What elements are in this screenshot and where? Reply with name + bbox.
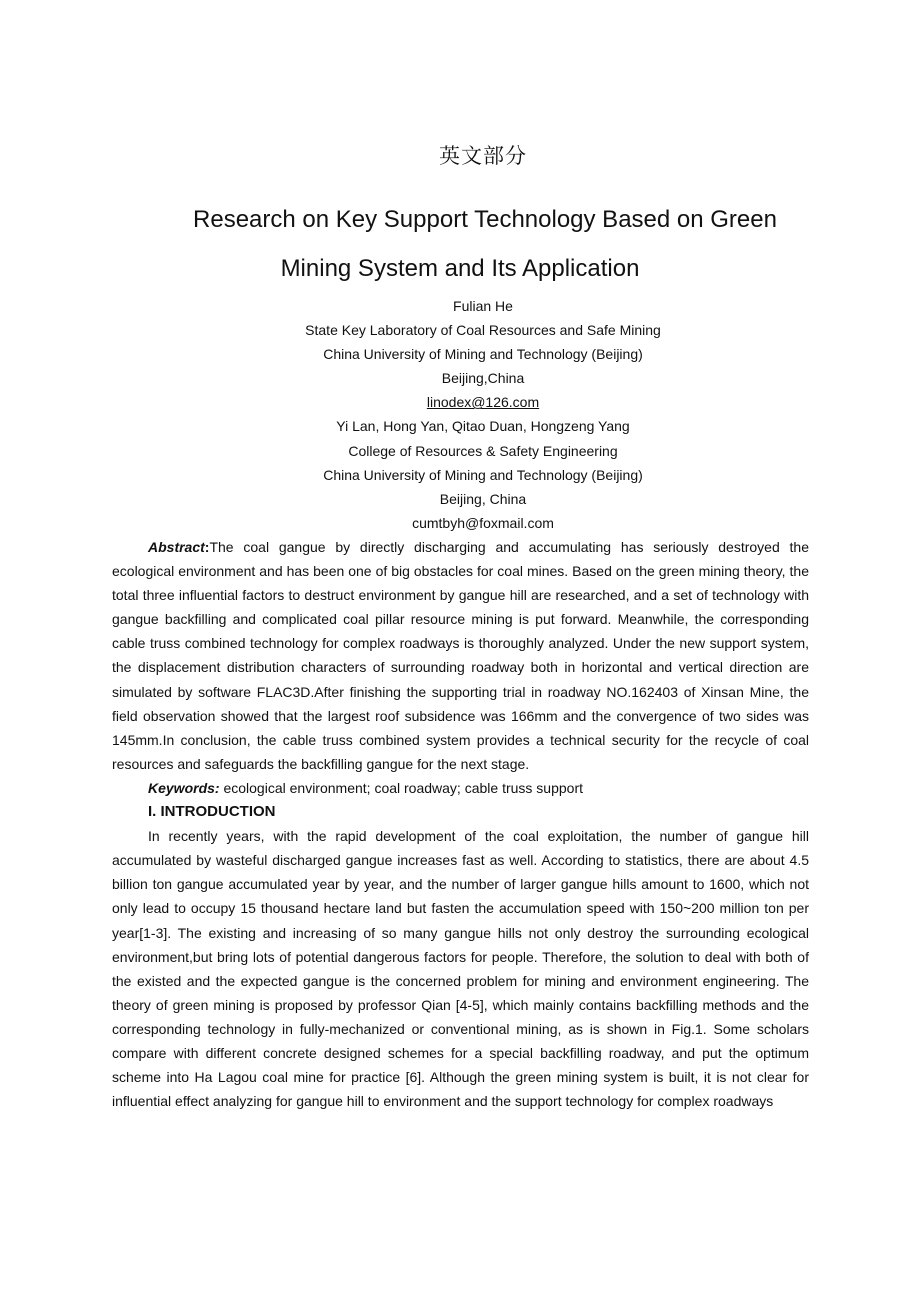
- section-label: 英文部分: [439, 144, 527, 168]
- keywords-text: ecological environment; coal roadway; cable truss support: [219, 779, 583, 796]
- introduction-paragraph: In recently years, with the rapid development of the coal exploitation, the number of gangue hill accumulated by wasteful discharged gangue increases fast as well. According to statistics, there are about 4.5 billion ton gangue accumulated year by year, and the number of larger gangue hills amount to 1600, which not only lead to occupy 15 thousand hectare land but fasten the accumulation speed with 150~200 million ton per year[1-3]. The existing and increasing of so many gangue hills not only destroy the surrounding ecological environment,but bring lots of potential dangerous factors for people. Therefore, the solution to deal with both of the existed and the expected gangue is the concerned problem for mining and environment engineering. The theory of green mining is proposed by professor Qian [4-5], which mainly contains backfilling methods and the corresponding technology in fully-mechanized or conventional mining, as is shown in Fig.1. Some scholars compare with different concrete designed schemes for a special backfilling roadway, and put the optimum scheme into Ha Lagou coal mine for practice [6]. Although the green mining system is built, it is not clear for influential effect analyzing for gangue hill to environment and the support technology for complex roadways: [112, 828, 809, 1110]
- author-email-link[interactable]: linodex@126.com: [426, 394, 540, 411]
- paper-title-line-2: Mining System and Its Application: [280, 255, 640, 282]
- author-location: Beijing, China: [439, 490, 527, 507]
- abstract-paragraph: [112, 535, 809, 776]
- author-name: Fulian He: [453, 298, 513, 314]
- author-names: Yi Lan, Hong Yan, Qitao Duan, Hongzeng Yang: [336, 418, 630, 435]
- author-location: Beijing,China: [441, 370, 525, 387]
- author-email: cumtbyh@foxmail.com: [412, 514, 554, 531]
- abstract-label: Abstract: [148, 539, 205, 555]
- author-affiliation: College of Resources & Safety Engineering: [348, 442, 618, 459]
- section-heading-introduction: I. INTRODUCTION: [148, 803, 276, 821]
- keywords-line: [112, 776, 809, 800]
- paper-title-line-1: Research on Key Support Technology Based on Green: [193, 206, 777, 233]
- abstract-text: The coal gangue by directly discharging and accumulating has seriously destroyed the ecological environment and has been one of big obstacles for coal mines. Based on the green mining theory, the total three influential factors to destruct environment by gangue hill are researched, and a set of technology with gangue backfilling and complicated coal pillar resource mining is put forward. Meanwhile, the corresponding cable truss combined technology for complex roadways is thoroughly analyzed. Under the new support system, the displacement distribution characters of surrounding roadway both in horizontal and vertical direction are simulated by software FLAC3D.After finishing the supporting trial in roadway NO.162403 of Xinsan Mine, the field observation showed that the largest roof subsidence was 166mm and the convergence of two sides was 145mm.In conclusion, the cable truss combined system provides a technical security for the recycle of coal resources and safeguards the backfilling gangue for the next stage.: [112, 539, 809, 772]
- author-affiliation: China University of Mining and Technology (Beijing): [323, 346, 643, 363]
- author-block: [0, 294, 920, 535]
- abstract-colon: :: [204, 539, 210, 555]
- author-affiliation: State Key Laboratory of Coal Resources and Safe Mining: [305, 322, 661, 339]
- body-text: [112, 535, 809, 1113]
- author-affiliation: China University of Mining and Technology (Beijing): [323, 466, 643, 483]
- keywords-label: Keywords:: [148, 779, 220, 796]
